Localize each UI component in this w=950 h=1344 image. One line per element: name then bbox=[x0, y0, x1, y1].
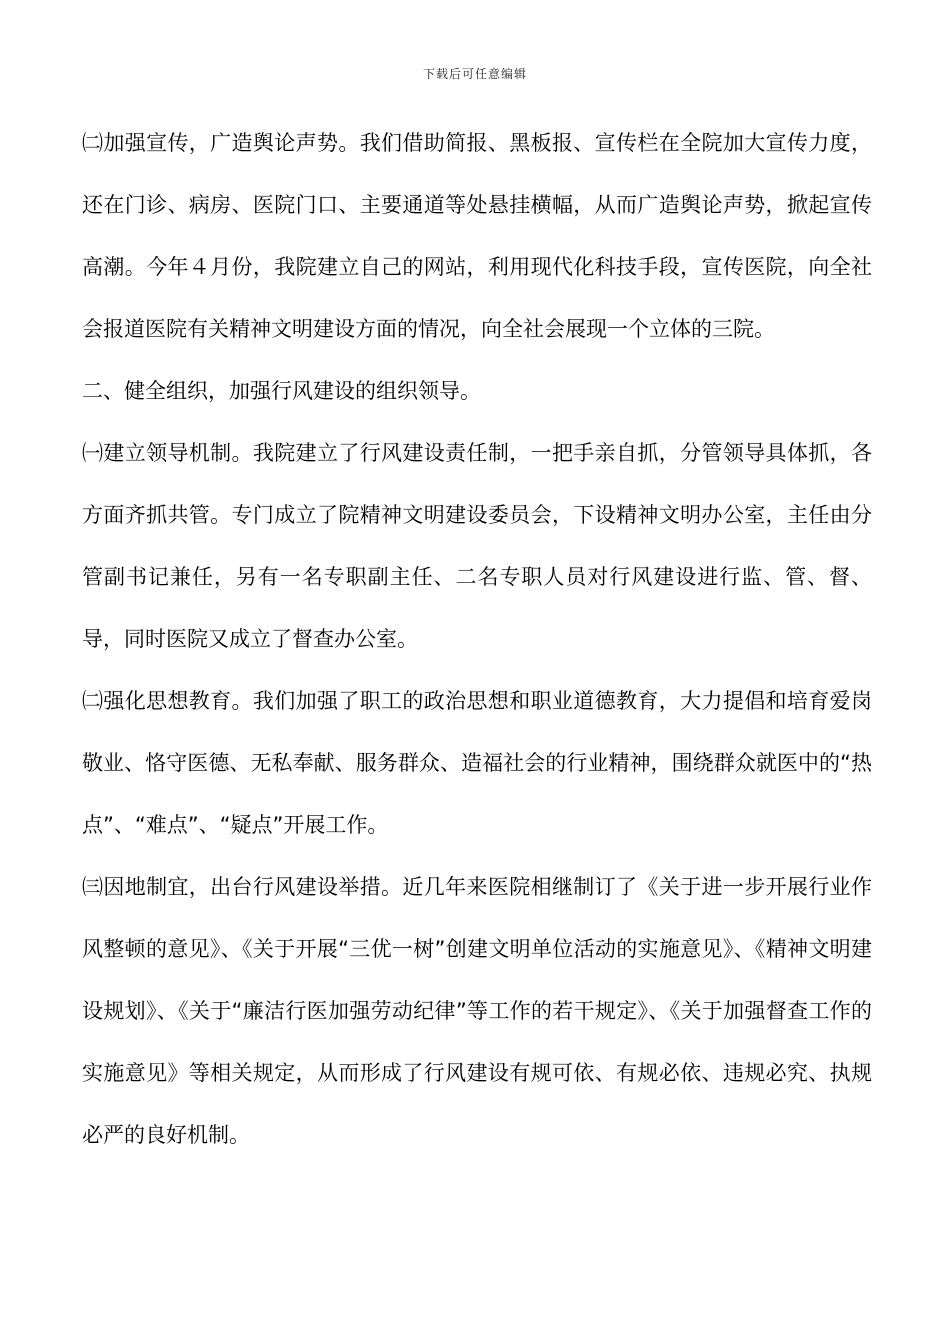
section-heading-organization: 二、健全组织，加强行风建设的组织领导。 bbox=[82, 379, 481, 403]
document-body bbox=[82, 112, 872, 1166]
paragraph-measures: ㈢因地制宜，出台行风建设举措。近几年来医院相继制订了《关于进一步开展行业作风整顿的意见》、《关于开展“三优一树”创建文明单位活动的实施意见》、《精神文明建设规划》、《关于“廉洁行医加强劳动纪律”等工作的若干规定》、《关于加强督查工作的实施意见》等相关规定，从而形成了行风建设有规可依、有规必依、违规必究、执规必严的良好机制。 bbox=[82, 875, 872, 1147]
page-header-watermark: 下载后可任意编辑 bbox=[422, 67, 527, 81]
paragraph-publicity: ㈡加强宣传，广造舆论声势。我们借助简报、黑板报、宣传栏在全院加大宣传力度，还在门诊、病房、医院门口、主要通道等处悬挂横幅，从而广造舆论声势，掀起宣传高潮。今年４月份，我院建立自己的网站，利用现代化科技手段，宣传医院，向全社会报道医院有关精神文明建设方面的情况，向全社会展现一个立体的三院。 bbox=[82, 131, 872, 341]
paragraph-leadership-mechanism: ㈠建立领导机制。我院建立了行风建设责任制，一把手亲自抓，分管领导具体抓，各方面齐抓共管。专门成立了院精神文明建设委员会，下设精神文明办公室，主任由分管副书记兼任，另有一名专职副主任、二名专职人员对行风建设进行监、管、督、导，同时医院又成立了督查办公室。 bbox=[82, 441, 872, 651]
paragraph-ideological-education: ㈡强化思想教育。我们加强了职工的政治思想和职业道德教育，大力提倡和培育爱岗敬业、恪守医德、无私奉献、服务群众、造福社会的行业精神，围绕群众就医中的“热点”、“难点”、“疑点”开展工作。 bbox=[82, 689, 872, 837]
